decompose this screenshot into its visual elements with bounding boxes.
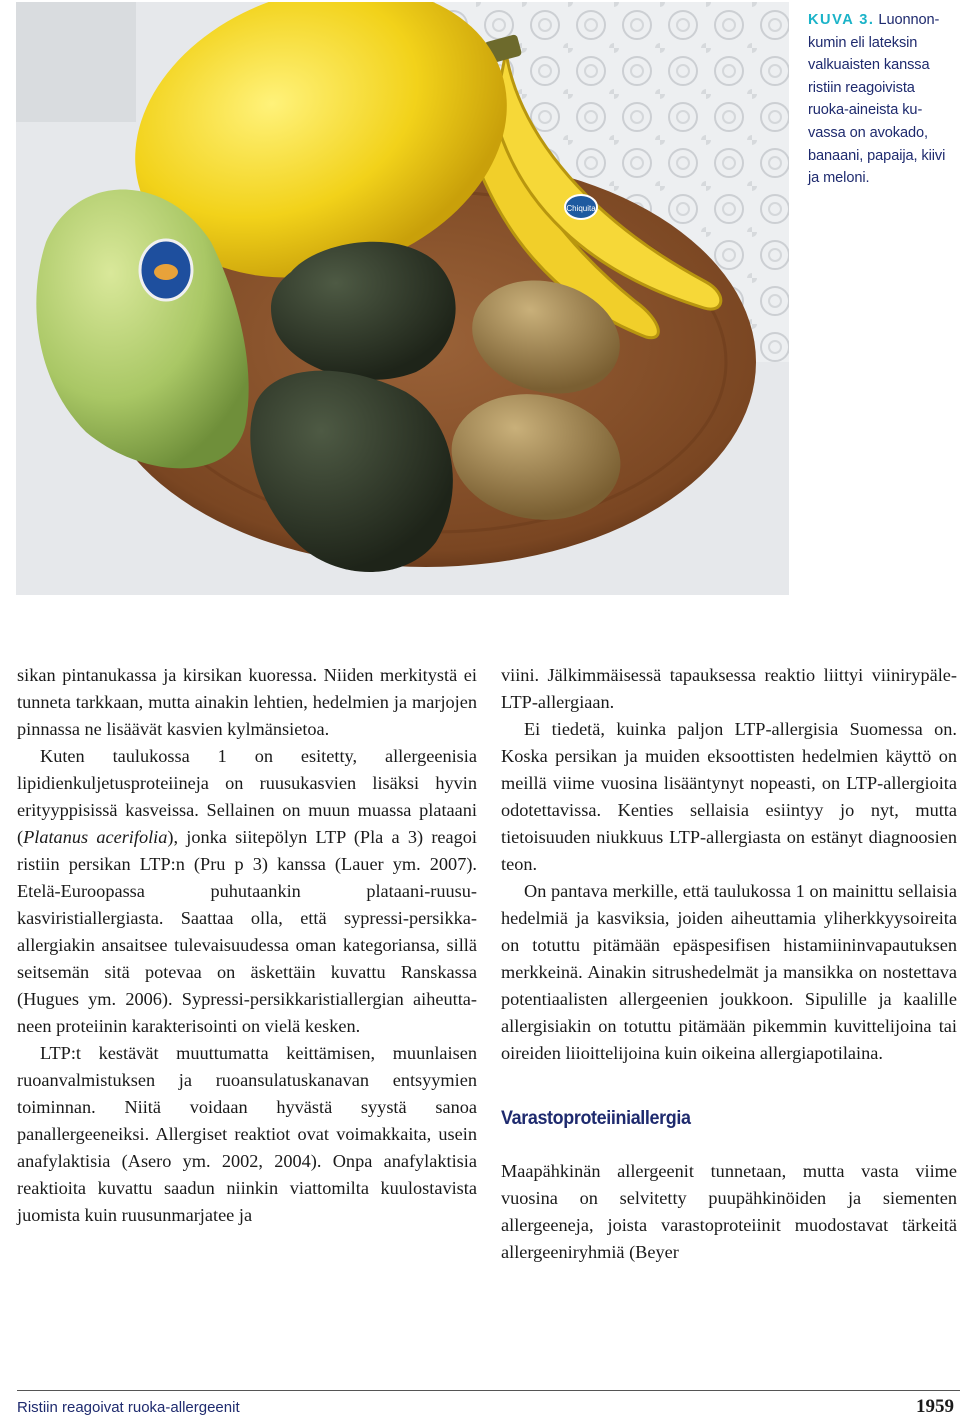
fruit-photo-illustration: [16, 2, 789, 595]
paragraph: On pantava merkille, että taulukossa 1 on mainittu sellaisia hedelmiä ja kasviksia, joiden aiheuttamia yliherkkyysoireita on totuttu pitämään epäspesifisen histamiininvapautuksen merkkeinä. Ainakin sitrushedelmät ja mansikka on nostettava potentiaalisten allergeenien joukkoon. Sipulille ja kaalille allergisiakin on totuttu pitämään pikemmin kuvittelijoina tai oireiden liioittelijoina kuin oikeina allergiapotilaina.: [501, 881, 957, 1063]
paragraph: LTP:t kestävät muuttumatta keittämisen, muunlaisen ruoanvalmistuksen ja ruoansulatuskanavan entsyymien toiminnan. Niitä voidaan hyvästä syystä sanoa panallergeeneiksi. Allergiset reaktiot ovat voimakkaita, usein anafylaktisia (Asero ym. 2002, 2004). Onpa anafylaktisia reaktioita kuvattu saadun niinkin viattomilta kuulostavista juomista kuin ruusunmarjatee ja: [17, 1043, 477, 1225]
caption-text: Luonnonkumin eli lateksin valkuaisten kanssa ristiin reagoivista ruoka-aineista kuvassa on avokado, banaani, papaija, kiivi ja meloni.: [808, 12, 946, 187]
left-column: [17, 662, 477, 1229]
paragraph: sikan pintanukassa ja kirsikan kuoressa. Niiden merkitystä ei tunneta tarkkaan, mutta ainakin lehtien, hedelmien ja marjojen pinnassa ne lisäävät kasvien kylmänsietoa.: [17, 665, 477, 739]
footer-rule: [17, 1390, 960, 1391]
paragraph: viini. Jälkimmäisessä tapauksessa reaktio liittyi viinirypäle-LTP-allergiaan.: [501, 665, 957, 712]
sticker-text: Chiquita: [566, 204, 596, 213]
right-column: [501, 662, 957, 1266]
species-name: Platanus acerifolia: [23, 827, 168, 847]
paragraph-text: Kuten taulukossa 1 on esitetty, allergeenisia lipidienkuljetusproteiineja on ruusukasvien lisäksi hyvin erityyppisissä kasveissa. Sellainen on muun muassa plataani (: [17, 746, 477, 847]
figure-caption: [808, 9, 953, 190]
paragraph: Maapähkinän allergeenit tunnetaan, mutta vasta viime vuosina on selvitetty puupähkinöiden ja siementen allergeeneja, joista varastoproteiinit muodostavat tärkeitä allergeeniryhmiä (Beyer: [501, 1161, 957, 1262]
paragraph: Ei tiedetä, kuinka paljon LTP-allergisia Suomessa on. Koska persikan ja muiden eksoottisten hedelmien käyttö on meillä viime vuosina lisääntynyt nopeasti, on LTP-allergioita odotettavissa. Kenties sellaisia esiintyy jo nyt, mutta tietoisuuden niukkuus LTP-allergiasta on estänyt diagnoosien teon.: [501, 719, 957, 874]
fruit-photo: [16, 2, 789, 595]
section-heading: Varastoproteiiniallergia: [501, 1107, 691, 1129]
caption-label: KUVA 3.: [808, 12, 875, 28]
page-number: 1959: [916, 1396, 954, 1417]
paragraph: [17, 743, 477, 1040]
running-title: Ristiin reagoivat ruoka-allergeenit: [17, 1399, 240, 1416]
paragraph-text: ), jonka siitepölyn LTP (Pla a 3) reagoi ristiin persikan LTP:n (Pru p 3) kanssa (Lauer ym. 2007). Etelä-Euroopassa puhutaankin plataani-ruusukasviristiallergiasta. Saattaa olla, että sypressi-persikka-allergiakin ansaitsee tulevaisuudessa oman kategoriansa, sillä seitsemän sitä potevaa on äskettäin kuvattu Ranskassa (Hugues ym. 2006). Sypressi-persikkaristiallergian aiheuttaneen proteiinin karakterisointi on vielä kesken.: [17, 827, 477, 1036]
